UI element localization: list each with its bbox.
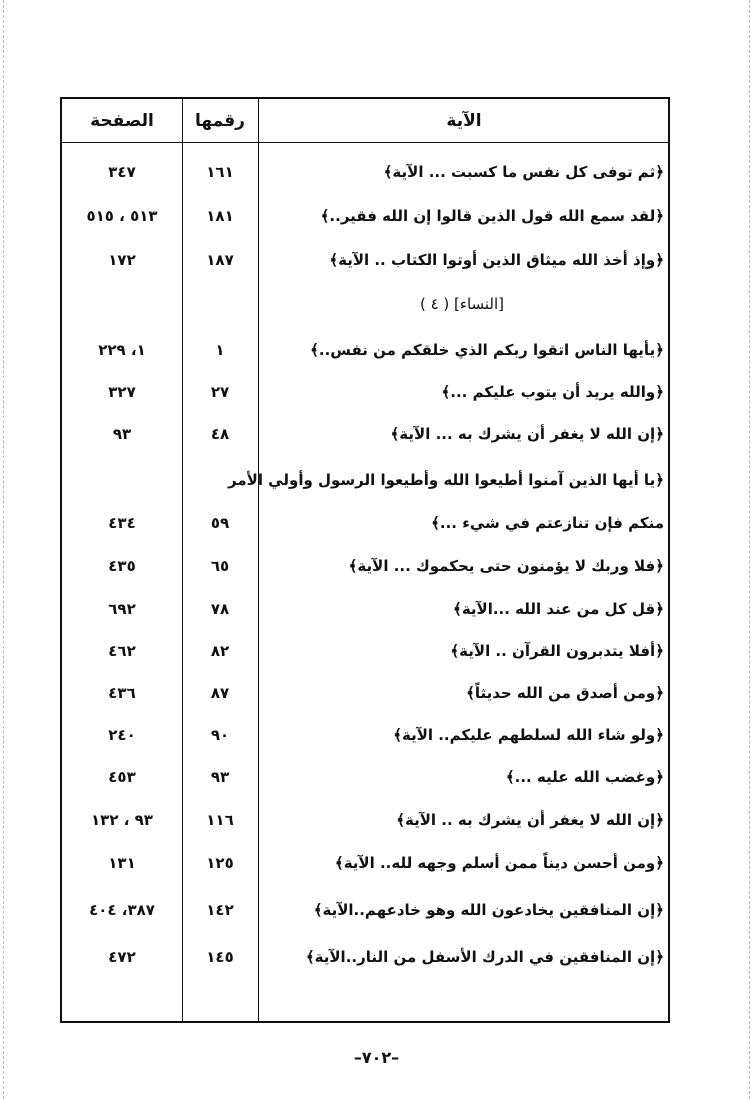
table-row	[62, 842, 668, 884]
table-row	[62, 588, 668, 630]
header-divider	[62, 142, 668, 143]
page-number: ٣٨٧، ٤٠٤	[89, 901, 155, 919]
ayah-number: ٩٠	[210, 726, 230, 744]
table-row	[62, 756, 668, 798]
page-number: ٩٣	[112, 425, 132, 443]
table-row	[62, 239, 668, 281]
ayah-text: ﴿أفلا يتدبرون القرآن .. الآية﴾	[450, 642, 664, 660]
header-ayah: الآية	[446, 111, 482, 131]
page-number: ٤٥٣	[108, 768, 136, 786]
ayah-text: منكم فإن تنازعتم في شيء ...﴾	[431, 514, 664, 532]
ayah-text: ﴿لقد سمع الله قول الذين قالوا إن الله فقير..﴾	[320, 207, 664, 225]
ayah-text: ﴿ثم توفى كل نفس ما كسبت ... الآية﴾	[383, 163, 664, 181]
ayah-text: ﴿إن الله لا يغفر أن يشرك به .. الآية﴾	[396, 811, 664, 829]
page-number: ٢٤٠	[108, 726, 136, 744]
table-row	[62, 371, 668, 413]
page-number	[62, 283, 182, 325]
ayah-number: ١٨٧	[206, 251, 234, 269]
table-row	[62, 329, 668, 371]
table-row	[62, 799, 668, 841]
table-row	[62, 195, 668, 237]
ayah-text: ﴿إن الله لا يغفر أن يشرك به ... الآية﴾	[390, 425, 664, 443]
ayah-number: ٤٨	[210, 425, 230, 443]
index-table	[60, 97, 670, 1023]
page-footer-number: –٧٠٢–	[353, 1048, 400, 1067]
page-number: ٤٣٦	[108, 684, 136, 702]
header-number: رقمها	[195, 111, 245, 131]
ayah-number: ١٦١	[206, 163, 234, 181]
page-number: ٤٧٢	[108, 948, 136, 966]
ayah-number: ٩٣	[210, 768, 230, 786]
page-number: ٣٢٧	[108, 383, 136, 401]
ayah-text: ﴿قل كل من عند الله ...الآية﴾	[453, 600, 664, 618]
ayah-text: ﴿ولو شاء الله لسلطهم عليكم.. الآية﴾	[393, 726, 664, 744]
ayah-text: ﴿وإذ أخذ الله ميثاق الذين أوتوا الكتاب .. الآية﴾	[329, 251, 664, 269]
page-number: ١٣١	[108, 854, 136, 872]
table-row	[62, 459, 668, 501]
surah-heading-row	[62, 283, 668, 325]
ayah-text: ﴿إن المنافقين يخادعون الله وهو خادعهم..الآية﴾	[313, 901, 664, 919]
ayah-number	[182, 459, 258, 501]
ayah-text: ﴿وغضب الله عليه ...﴾	[505, 768, 664, 786]
header-page: الصفحة	[90, 111, 154, 131]
ayah-text: ﴿والله يريد أن يتوب عليكم ...﴾	[441, 383, 664, 401]
ayah-number	[182, 283, 258, 325]
page-number: ٤٦٢	[108, 642, 136, 660]
page-number: ٣٤٧	[108, 163, 136, 181]
ayah-text: ﴿يأيها الناس اتقوا ربكم الذي خلقكم من نفس..﴾	[310, 341, 664, 359]
page-number: ٦٩٢	[108, 600, 136, 618]
ayah-number: ١	[215, 341, 225, 359]
ayah-number: ٥٩	[210, 514, 230, 532]
table-row	[62, 714, 668, 756]
surah-heading: [النساء] ( ٤ )	[419, 295, 505, 313]
ayah-number: ١٨١	[206, 207, 234, 225]
table-row	[62, 672, 668, 714]
ayah-number: ٧٨	[210, 600, 230, 618]
ayah-number: ٦٥	[210, 557, 230, 575]
table-row	[62, 936, 668, 978]
table-row	[62, 151, 668, 193]
ayah-text: ﴿فلا وربك لا يؤمنون حتى يحكموك ... الآية﴾	[348, 557, 664, 575]
page-number	[62, 459, 182, 501]
table-row	[62, 889, 668, 931]
ayah-text: ﴿يا أيها الذين آمنوا أطيعوا الله وأطيعوا الرسول وأولي الأمر	[228, 471, 664, 489]
ayah-number: ٨٧	[210, 684, 230, 702]
page-number: ٥١٣ ، ٥١٥	[86, 207, 158, 225]
page-number: ١، ٢٢٩	[98, 341, 146, 359]
ayah-number: ١٤٥	[206, 948, 234, 966]
ayah-number: ١٤٢	[206, 901, 234, 919]
table-row	[62, 502, 668, 544]
page-number: ٩٣ ، ١٣٢	[91, 811, 153, 829]
page-number: ١٧٢	[108, 251, 136, 269]
page-number: ٤٣٤	[108, 514, 136, 532]
table-row	[62, 545, 668, 587]
ayah-number: ١١٦	[206, 811, 234, 829]
ayah-number: ٢٧	[210, 383, 230, 401]
ayah-number: ١٢٥	[206, 854, 234, 872]
ayah-text: ﴿إن المنافقين في الدرك الأسفل من النار..الآية﴾	[305, 948, 664, 966]
table-row	[62, 630, 668, 672]
table-row	[62, 413, 668, 455]
ayah-text: ﴿ومن أحسن ديناً ممن أسلم وجهه لله.. الآية﴾	[334, 854, 664, 872]
page-number: ٤٣٥	[108, 557, 136, 575]
ayah-text: ﴿ومن أصدق من الله حديثاً﴾	[466, 684, 664, 702]
ayah-number: ٨٢	[210, 642, 230, 660]
